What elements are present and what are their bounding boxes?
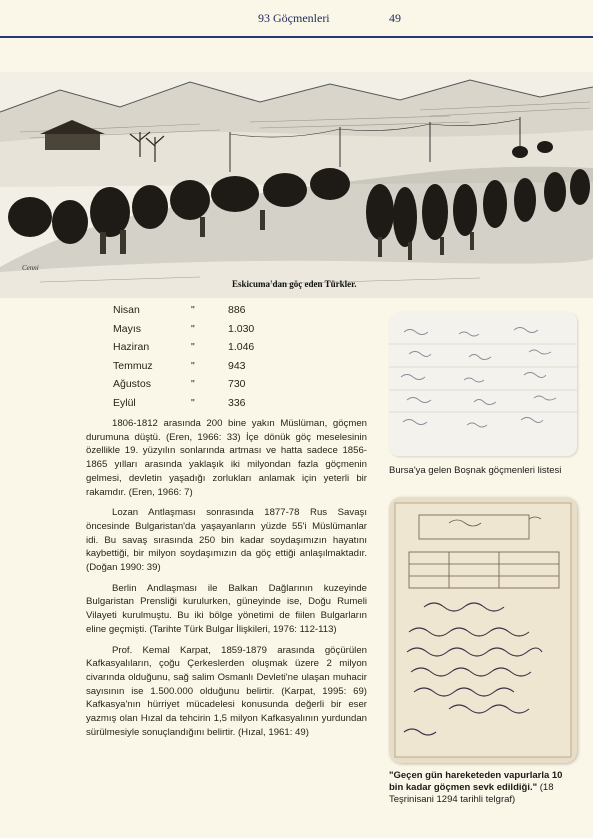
stat-value: 886	[228, 304, 246, 316]
stat-row	[113, 304, 263, 323]
stat-month: Haziran	[113, 341, 150, 353]
stat-month: Ağustos	[113, 378, 151, 390]
stat-ditto: "	[191, 378, 195, 390]
paragraph: Lozan Antlaşması sonrasında 1877-78 Rus Savaşı öncesinde Bulgaristan'da yaşayanların yüzde 55'i Müslümanlar idi. Bu savaş sırasında 250 bin kadar soydaşımızın hayatını kaybettiği, bir milyon soydaşımızın da göç ettiği anlaşılmaktadır. (Doğan 1990: 39)	[86, 507, 367, 574]
telegram-source: (18 Teşrinisani 1294 tarihli telgraf)	[389, 782, 554, 805]
side-caption-2	[389, 770, 579, 806]
stat-ditto: "	[191, 359, 195, 372]
migration-stats-table	[113, 304, 263, 415]
stat-ditto: "	[191, 304, 195, 316]
page-header	[0, 0, 593, 38]
bosnian-migrant-list-image	[389, 312, 577, 456]
page-number: 49	[389, 11, 401, 25]
migration-engraving	[0, 72, 593, 298]
stat-month: Mayıs	[113, 322, 142, 335]
telegram-image	[389, 497, 577, 763]
body-text	[86, 417, 367, 746]
stat-row	[113, 341, 263, 360]
header-rule	[0, 36, 593, 38]
side-caption-1: Bursa'ya gelen Boşnak göçmenleri listesi	[389, 465, 562, 476]
telegram-document-illustration	[389, 497, 577, 763]
engraving-illustration	[0, 72, 593, 298]
stat-value: 336	[228, 396, 246, 409]
paragraph: Prof. Kemal Karpat, 1859-1879 arasında göçürülen Kafkasyalıların, çoğu Çerkeslerden oluşmak üzere 2 milyon civarında olduğunu, sağ salim Osmanlı Devleti'ne ulaşan muhacir sayısının ise 1.500.000 olduğunu belirtir. (Karpat, 1995: 69) Kafkasya'nın hürriyet mücadelesi konusunda değerli bir eser yazmış olan Hızal da tehcirin 1,5 milyon Kafkasyalının yurdundan sürülmesiyle sonuçlandığını belirtir. (Hızal, 1961: 49)	[86, 644, 367, 738]
stat-value: 730	[228, 378, 246, 390]
stat-ditto: "	[191, 341, 195, 353]
stat-row	[113, 360, 263, 379]
stat-value: 943	[228, 359, 246, 372]
stat-value: 1.030	[228, 322, 255, 335]
telegram-quote: "Geçen gün hareketeden vapurlarla 10 bin kadar göçmen sevk edildiği."	[389, 770, 563, 793]
engraver-signature: Cenni	[22, 264, 39, 272]
photo-caption: Eskicuma'dan göç eden Türkler.	[232, 279, 357, 289]
stat-row	[113, 323, 263, 342]
paragraph: Berlin Andlaşması ile Balkan Dağlarının kuzeyinde Bulgaristan Prensliği kurulurken, güneyinde ise, Doğu Rumeli Vilayeti kurulmuştu. Bu iki bölge yönetimi de fiilen Bulgarların eline geçmişti. (Tarihte Türk Bulgar İlişkileri, 1976: 112-113)	[86, 582, 367, 635]
stat-ditto: "	[191, 396, 195, 409]
stat-row	[113, 397, 263, 416]
stat-row	[113, 378, 263, 397]
stat-month: Nisan	[113, 304, 140, 316]
manuscript-list-illustration	[389, 312, 577, 456]
stat-month: Eylül	[113, 396, 136, 409]
stat-month: Temmuz	[113, 359, 153, 372]
running-title: 93 Göçmenleri	[258, 11, 330, 25]
paragraph: 1806-1812 arasında 200 bine yakın Müslüman, göçmen durumuna düştü. (Eren, 1966: 33) İçe dönük göç meselesinin özellikle 19. yüzyılın sonlarında artması ve hatta sadece 1856-1865 yılları arasında yaklaşık iki milyondan fazla göçmenin gelmesi, devletin yaşadığı zorlukları anlamak için yeterli bir rakamdır. (Eren, 1966: 7)	[86, 418, 367, 498]
stat-ditto: "	[191, 322, 195, 335]
stat-value: 1.046	[228, 341, 255, 353]
